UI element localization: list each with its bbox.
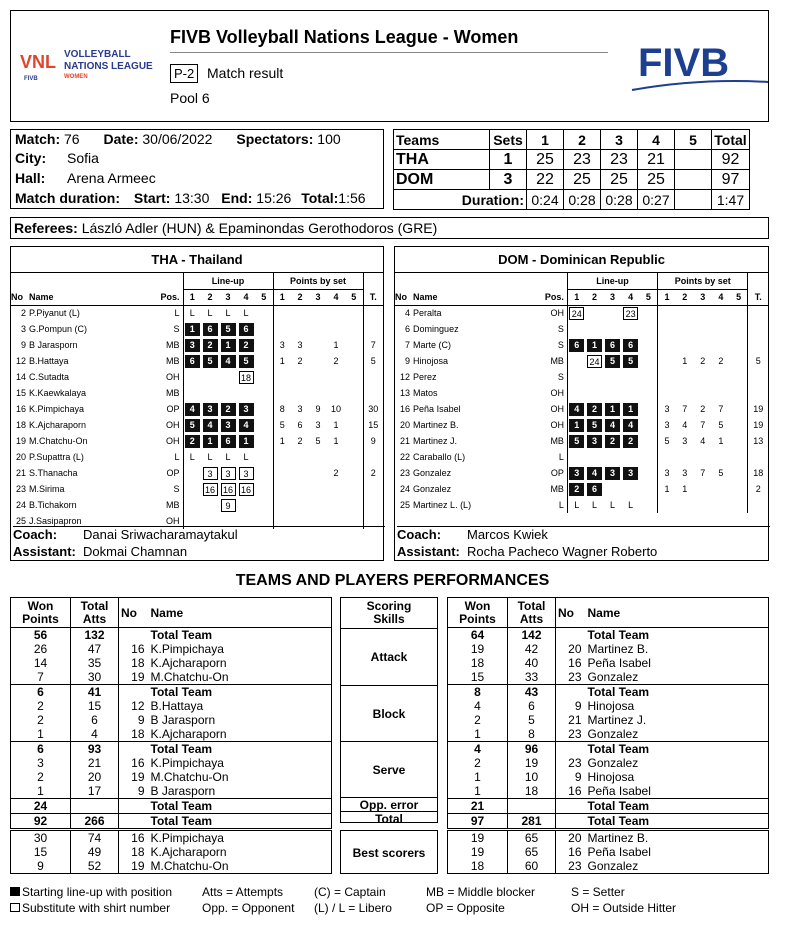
lineup-cell (623, 371, 638, 384)
legend-line-1: Starting line-up with position Atts = Attempts (C) = Captain MB = Middle blocker S = Setter (10, 884, 676, 900)
perf-row: 24 Total Team (11, 799, 332, 814)
lineup-cell: 9 (221, 499, 236, 512)
perf-row: 2 15 12 B.Hattaya (11, 699, 332, 713)
lineup-cell: 2 (569, 483, 584, 496)
score-table: Teams Sets 1 2 3 4 5 Total THA 1 25 23 23 21 92 DOM 3 22 25 25 25 97 Duration: 0:24 0:28 0:28 0:27 1:47 (393, 129, 750, 210)
lineup-cell: L (610, 499, 616, 510)
lineup-cell: 2 (221, 403, 236, 416)
lineup-cell: 3 (221, 467, 236, 480)
lineup-cell (587, 371, 602, 384)
team-box-tha (10, 246, 384, 561)
lineup-cell (256, 499, 271, 512)
lineup-cell: 2 (587, 403, 602, 416)
lineup-cell (239, 387, 254, 400)
svg-text:NATIONS LEAGUE: NATIONS LEAGUE (64, 61, 153, 72)
svg-text:FIVB: FIVB (24, 76, 38, 82)
player-row: 21 Martinez J. MB 5 3 2 2 5 3 4 1 13 (395, 433, 768, 449)
lineup-cell: 5 (569, 435, 584, 448)
lineup-cell (569, 371, 584, 384)
perf-row: 7 30 19 M.Chatchu-On (11, 670, 332, 685)
player-row: 24 Gonzalez MB 2 6 1 1 2 (395, 481, 768, 497)
player-row: 9 Hinojosa MB 24 5 5 1 2 2 5 (395, 353, 768, 369)
perf-row: 15 33 23 Gonzalez (448, 670, 769, 685)
lineup-cell: 3 (203, 467, 218, 480)
lineup-cell: 4 (587, 467, 602, 480)
lineup-cell (641, 499, 656, 512)
lineup-cell (256, 467, 271, 480)
player-row: 22 Caraballo (L) L (395, 449, 768, 465)
lineup-cell (185, 371, 200, 384)
lineup-cell: 1 (623, 403, 638, 416)
duration-row: Duration: 0:24 0:28 0:28 0:27 1:47 (394, 190, 750, 210)
best-scorer-row: 19 65 16 Peña Isabel (448, 845, 769, 859)
best-scorer-row: 18 60 23 Gonzalez (448, 859, 769, 874)
lineup-cell (569, 355, 584, 368)
lineup-cell (185, 467, 200, 480)
lineup-cell: 3 (221, 419, 236, 432)
lineup-cell: L (189, 307, 195, 318)
lineup-cell: 1 (203, 435, 218, 448)
perf-row: 92 266 Total Team (11, 814, 332, 829)
lineup-cell: 4 (221, 355, 236, 368)
lineup-cell: 3 (239, 467, 254, 480)
lineup-cell (256, 323, 271, 336)
lineup-cell: 24 (587, 355, 602, 368)
lineup-cell: L (189, 451, 195, 462)
player-row: 9 B Jarasporn MB 3 2 1 2 3 3 1 7 (11, 337, 383, 353)
lineup-cell: 6 (569, 339, 584, 352)
lineup-table: Line-up Points by set No Name Pos. 1 2 3 4 5 1 2 3 4 5 T. 4 Peralta OH 24 23 6 Dominguez S 7 Marte (C) S 6 1 6 6 9 Hinojosa MB 24 5 5 1 2 2 5 12 Perez S 13 Matos OH 16 Peña Isabel OH 4 2 1 1 3 7 2 7 19 20 Martinez B. OH 1 5 4 4 3 4 7 5 19 21 Martinez J. MB 5 3 2 2 5 3 4 1 13 22 Caraballo (L) L 23 Gonzalez OP 3 4 3 3 3 3 7 5 18 24 Gonzalez MB 2 6 1 1 2 25 Martinez L. (L) L L L L L (395, 273, 768, 513)
coach: Coach: Danai Sriwacharamaytakul (13, 526, 385, 542)
svg-text:VOLLEYBALL: VOLLEYBALL (64, 49, 131, 60)
perf-row: 1 17 9 B Jarasporn (11, 784, 332, 799)
lineup-cell: 6 (239, 323, 254, 336)
title-divider (170, 52, 608, 53)
lineup-cell: 2 (185, 435, 200, 448)
referees: László Adler (HUN) & Epaminondas Gerothodoros (GRE) (81, 220, 438, 236)
spectators: 100 (317, 131, 341, 147)
skill-block: Block (341, 685, 437, 741)
best-scorer-row: 30 74 16 K.Pimpichaya (11, 831, 332, 846)
lineup-cell (203, 499, 218, 512)
perf-row: 26 47 16 K.Pimpichaya (11, 642, 332, 656)
lineup-cell: 6 (623, 339, 638, 352)
player-row: 21 S.Thanacha OP 3 3 3 2 2 (11, 465, 383, 481)
hall: Arena Armeec (67, 170, 156, 186)
lineup-cell: 1 (587, 339, 602, 352)
lineup-cell: 23 (623, 307, 638, 320)
lineup-cell (256, 451, 271, 464)
perf-row: 2 19 23 Gonzalez (448, 756, 769, 770)
perf-row: 2 6 9 B Jarasporn (11, 713, 332, 727)
lineup-cell (256, 435, 271, 448)
perf-tha-best-scorers (10, 830, 332, 874)
lineup-cell (641, 371, 656, 384)
lineup-cell (641, 451, 656, 464)
lineup-cell (256, 307, 271, 320)
perf-row: 8 43 Total Team (448, 685, 769, 700)
lineup-cell (239, 499, 254, 512)
lineup-cell: 5 (623, 355, 638, 368)
perf-row: 56 132 Total Team (11, 628, 332, 643)
perf-row: 4 6 9 Hinojosa (448, 699, 769, 713)
lineup-cell (641, 323, 656, 336)
doc-type: Match result (207, 65, 284, 81)
player-row: 12 B.Hattaya MB 6 5 4 5 1 2 2 5 (11, 353, 383, 369)
perf-dom: Won Points Total Atts No Name 64 142 Total Team 19 42 20 Martinez B. 18 40 16 Peña Isabel 15 33 23 Gonzalez 8 43 Total Team 4 6 9 Hinojosa 2 5 21 Martinez J. 1 8 23 Gonzalez 4 96 Total Team 2 19 23 Gonzalez 1 10 9 Hinojosa 1 18 16 Peña Isabel 21 Total Team 97 281 Total Team (447, 597, 769, 829)
lineup-cell: 3 (605, 467, 620, 480)
lineup-cell: 3 (569, 467, 584, 480)
lineup-cell: 5 (221, 323, 236, 336)
hall-row: Hall: Arena Armeec (15, 170, 156, 186)
perf-row: 2 20 19 M.Chatchu-On (11, 770, 332, 784)
legend-line-2: Substitute with shirt number Opp. = Opponent (L) / L = Libero OP = Opposite OH = Outside Hitter (10, 900, 676, 916)
player-row: 14 C.Sutadta OH 18 (11, 369, 383, 385)
lineup-cell: 3 (623, 467, 638, 480)
perf-row: 1 18 16 Peña Isabel (448, 784, 769, 799)
lineup-cell (256, 403, 271, 416)
lineup-cell (605, 307, 620, 320)
lineup-cell: 6 (203, 323, 218, 336)
best-scorer-row: 19 65 20 Martinez B. (448, 831, 769, 846)
lineup-cell (203, 387, 218, 400)
player-row: 16 K.Pimpichaya OP 4 3 2 3 8 3 9 10 30 (11, 401, 383, 417)
assistant-coach: Assistant: Dokmai Chamnan (13, 544, 188, 559)
player-row: 23 Gonzalez OP 3 4 3 3 3 3 7 5 18 (395, 465, 768, 481)
best-scorer-row: 15 49 18 K.Ajcharaporn (11, 845, 332, 859)
lineup-cell: 1 (239, 435, 254, 448)
lineup-cell: 1 (605, 403, 620, 416)
doc-code: P-2 (170, 64, 198, 83)
lineup-cell (623, 483, 638, 496)
lineup-cell (641, 467, 656, 480)
lineup-cell: 6 (587, 483, 602, 496)
player-row: 3 G.Pompun (C) S 1 6 5 6 (11, 321, 383, 337)
lineup-cell: 18 (239, 371, 254, 384)
perf-tha: Won Points Total Atts No Name 56 132 Total Team 26 47 16 K.Pimpichaya 14 35 18 K.Ajcharaporn 7 30 19 M.Chatchu-On 6 41 Total Team 2 15 12 B.Hattaya 2 6 9 B Jarasporn 1 4 18 K.Ajcharaporn 6 93 Total Team 3 21 16 K.Pimpichaya 2 20 19 M.Chatchu-On 1 17 9 B Jarasporn 24 Total Team 92 266 Total Team (10, 597, 332, 829)
match-number: 76 (64, 131, 80, 147)
lineup-cell: 5 (605, 355, 620, 368)
perf-row: 2 5 21 Martinez J. (448, 713, 769, 727)
legend (10, 884, 676, 916)
match-row: Match: 76 Date: 30/06/2022 Spectators: 100 (15, 131, 341, 147)
lineup-cell: 3 (587, 435, 602, 448)
lineup-cell: L (628, 499, 634, 510)
lineup-cell (605, 451, 620, 464)
lineup-cell (221, 387, 236, 400)
lineup-cell (641, 419, 656, 432)
lineup-cell (587, 451, 602, 464)
lineup-cell: 4 (623, 419, 638, 432)
player-row: 19 M.Chatchu-On OH 2 1 6 1 1 2 5 1 9 (11, 433, 383, 449)
lineup-cell (623, 387, 638, 400)
player-row: 25 Martinez L. (L) L L L L L (395, 497, 768, 513)
lineup-table: Line-up Points by set No Name Pos. 1 2 3 4 5 1 2 3 4 5 T. 2 P.Piyanut (L) L L L L L 3 G.Pompun (C) S 1 6 5 6 9 B Jarasporn MB 3 2 1 2 3 3 1 7 12 B.Hattaya MB 6 5 4 5 1 2 2 5 14 C.Sutadta OH 18 15 K.Kaewkalaya MB 16 K.Pimpichaya OP 4 3 2 3 8 3 9 10 30 18 K.Ajcharaporn OH 5 4 3 4 5 6 3 1 15 19 M.Chatchu-On OH 2 1 6 1 1 2 5 1 9 20 P.Supattra (L) L L L L L 21 S.Thanacha OP 3 3 3 2 2 23 M.Sirima S 16 16 16 24 B.Tichakorn MB 9 25 J.Sasipapron OH (11, 273, 383, 529)
best-scorer-row: 9 52 19 M.Chatchu-On (11, 859, 332, 874)
lineup-cell (256, 483, 271, 496)
svg-text:WOMEN: WOMEN (64, 74, 88, 80)
lineup-cell (256, 355, 271, 368)
perf-row: 1 10 9 Hinojosa (448, 770, 769, 784)
lineup-cell: 6 (221, 435, 236, 448)
lineup-cell (185, 387, 200, 400)
lineup-cell (256, 387, 271, 400)
city: Sofia (67, 150, 99, 166)
referees-box: Referees: László Adler (HUN) & Epaminondas Gerothodoros (GRE) (10, 217, 769, 239)
coach: Coach: Marcos Kwiek (397, 526, 770, 542)
player-row: 16 Peña Isabel OH 4 2 1 1 3 7 2 7 19 (395, 401, 768, 417)
lineup-cell: L (243, 451, 249, 462)
best-scorers-label: Best scorers (340, 830, 438, 874)
lineup-cell: 5 (203, 355, 218, 368)
lineup-cell: 4 (239, 419, 254, 432)
lineup-cell (587, 307, 602, 320)
lineup-cell: L (207, 307, 213, 318)
perf-row: 6 41 Total Team (11, 685, 332, 700)
perf-row: 1 4 18 K.Ajcharaporn (11, 727, 332, 742)
skills-column: Scoring Skills Attack Block Serve Opp. error Total (340, 597, 438, 823)
lineup-cell (256, 339, 271, 352)
lineup-cell (605, 483, 620, 496)
lineup-cell: 4 (203, 419, 218, 432)
lineup-cell: 3 (203, 403, 218, 416)
city-row: City: Sofia (15, 150, 99, 166)
lineup-cell: 6 (185, 355, 200, 368)
team-name: DOM - Dominican Republic (395, 247, 768, 273)
lineup-cell: 2 (623, 435, 638, 448)
perf-row: 97 281 Total Team (448, 814, 769, 829)
lineup-cell: 5 (185, 419, 200, 432)
score-row-tha: THA 1 25 23 23 21 92 (394, 150, 750, 170)
lineup-cell: 1 (221, 339, 236, 352)
lineup-cell (587, 387, 602, 400)
lineup-cell: 1 (569, 419, 584, 432)
lineup-cell: 3 (239, 403, 254, 416)
player-row: 12 Perez S (395, 369, 768, 385)
lineup-cell: 5 (239, 355, 254, 368)
lineup-cell (185, 483, 200, 496)
player-row: 18 K.Ajcharaporn OH 5 4 3 4 5 6 3 1 15 (11, 417, 383, 433)
lineup-cell: 4 (605, 419, 620, 432)
team-name: THA - Thailand (11, 247, 383, 273)
perf-row: 21 Total Team (448, 799, 769, 814)
vnl-mark: VNL (20, 52, 56, 72)
svg-text:FIVB: FIVB (638, 41, 730, 85)
player-row: 13 Matos OH (395, 385, 768, 401)
perf-row: 18 40 16 Peña Isabel (448, 656, 769, 670)
skill-serve: Serve (341, 741, 437, 797)
lineup-cell: 6 (605, 339, 620, 352)
lineup-cell: 16 (203, 483, 218, 496)
player-row: 20 P.Supattra (L) L L L L L (11, 449, 383, 465)
lineup-cell (569, 387, 584, 400)
lineup-cell (641, 435, 656, 448)
perf-row: 6 93 Total Team (11, 742, 332, 757)
lineup-cell: 1 (185, 323, 200, 336)
player-row: 20 Martinez B. OH 1 5 4 4 3 4 7 5 19 (395, 417, 768, 433)
perf-row: 14 35 18 K.Ajcharaporn (11, 656, 332, 670)
skill-opp-error: Opp. error (341, 797, 437, 811)
pool-label: Pool 6 (170, 90, 210, 106)
player-row: 6 Dominguez S (395, 321, 768, 337)
match-date: 30/06/2022 (142, 131, 213, 147)
performances-title: TEAMS AND PLAYERS PERFORMANCES (235, 572, 550, 589)
vnl-logo (18, 40, 158, 84)
lineup-cell: L (591, 499, 597, 510)
match-info-box (10, 129, 384, 209)
player-row: 23 M.Sirima S 16 16 16 (11, 481, 383, 497)
page-title: FIVB Volleyball Nations League - Women (170, 27, 519, 47)
lineup-cell (569, 451, 584, 464)
perf-row: 64 142 Total Team (448, 628, 769, 643)
skill-total: Total (341, 811, 437, 825)
lineup-cell: 4 (569, 403, 584, 416)
lineup-cell (256, 419, 271, 432)
lineup-cell: 2 (203, 339, 218, 352)
perf-row: 3 21 16 K.Pimpichaya (11, 756, 332, 770)
team-box-dom (394, 246, 769, 561)
lineup-cell (641, 483, 656, 496)
lineup-cell (587, 323, 602, 336)
player-row: 15 K.Kaewkalaya MB (11, 385, 383, 401)
lineup-cell (221, 371, 236, 384)
assistant-coach: Assistant: Rocha Pacheco Wagner Roberto (397, 544, 658, 559)
lineup-cell: 5 (587, 419, 602, 432)
lineup-cell: L (574, 499, 580, 510)
lineup-cell: 2 (605, 435, 620, 448)
lineup-cell: 24 (569, 307, 584, 320)
score-row-dom: DOM 3 22 25 25 25 97 (394, 170, 750, 190)
lineup-cell (203, 371, 218, 384)
lineup-cell (641, 339, 656, 352)
lineup-cell: L (225, 451, 231, 462)
lineup-cell (641, 403, 656, 416)
perf-dom-best-scorers (447, 830, 769, 874)
player-row: 2 P.Piyanut (L) L L L L L (11, 305, 383, 321)
perf-row: 4 96 Total Team (448, 742, 769, 757)
player-row: 7 Marte (C) S 6 1 6 6 (395, 337, 768, 353)
lineup-cell: 4 (185, 403, 200, 416)
lineup-cell: L (225, 307, 231, 318)
player-row: 24 B.Tichakorn MB 9 (11, 497, 383, 513)
duration-row: Match duration: Start: 13:30 End: 15:26 Total:1:56 (15, 190, 366, 206)
lineup-cell (641, 355, 656, 368)
lineup-cell (641, 307, 656, 320)
lineup-cell (605, 371, 620, 384)
lineup-cell (623, 323, 638, 336)
lineup-cell: L (207, 451, 213, 462)
perf-row: 19 42 20 Martinez B. (448, 642, 769, 656)
lineup-cell (605, 387, 620, 400)
lineup-cell: 3 (185, 339, 200, 352)
lineup-cell (623, 451, 638, 464)
lineup-cell (185, 499, 200, 512)
lineup-cell (641, 387, 656, 400)
lineup-cell: 16 (221, 483, 236, 496)
lineup-cell (256, 371, 271, 384)
skill-attack: Attack (370, 650, 408, 664)
perf-row: 1 8 23 Gonzalez (448, 727, 769, 742)
lineup-cell (605, 323, 620, 336)
player-row: 4 Peralta OH 24 23 (395, 305, 768, 321)
lineup-cell: L (243, 307, 249, 318)
lineup-cell: 2 (239, 339, 254, 352)
player-row: 25 J.Sasipapron OH (11, 513, 383, 529)
fivb-logo (630, 38, 770, 98)
lineup-cell: 16 (239, 483, 254, 496)
lineup-cell (569, 323, 584, 336)
